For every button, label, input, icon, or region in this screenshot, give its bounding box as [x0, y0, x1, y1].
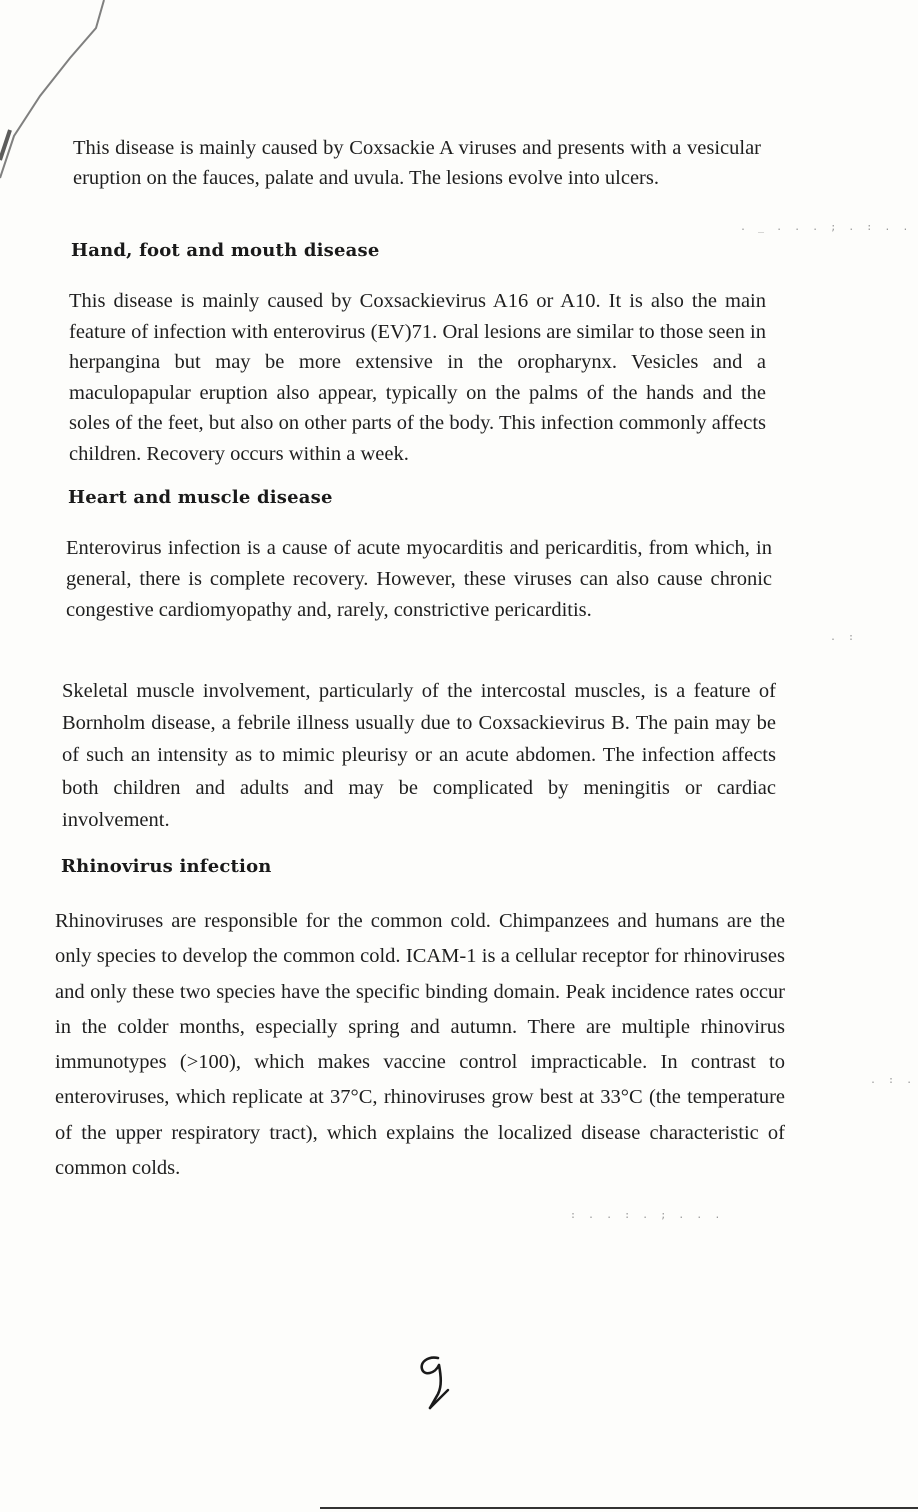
heart-muscle-heading: Heart and muscle disease — [68, 487, 333, 508]
handwritten-page-number — [408, 1352, 468, 1412]
rhinovirus-paragraph: Rhinoviruses are responsible for the common cold. Chimpanzees and humans are the only species to develop the common cold. ICAM-1 is a cellular receptor for rhinoviruses and only these two species have the specific binding domain. Peak incidence rates occur in the colder months, especially spring and autumn. There are multiple rhinovirus immunotypes (>100), which makes vaccine control impracticable. In contrast to enteroviruses, which replicate at 37°C, rhinoviruses grow best at 33°C (the temperature of the upper respiratory tract), which explains the localized disease characteristic of common colds. — [55, 910, 785, 1180]
heart-disease-paragraph: Enterovirus infection is a cause of acute myocarditis and pericarditis, from which, in general, there is complete recovery. However, these viruses can also cause chronic congestive cardiomyopathy and, rarely, constrictive pericarditis. — [66, 537, 772, 621]
scan-noise: . : — [830, 632, 858, 643]
scan-noise: : . . : . ; . . . — [570, 1210, 724, 1221]
skeletal-muscle-paragraph: Skeletal muscle involvement, particularly of the intercostal muscles, is a feature of Bornholm disease, a febrile illness usually due to Coxsackievirus B. The pain may be of such an intensity as to mimic pleurisy or an acute abdomen. The infection affects both children and adults and may be complicated by meningitis or cardiac involvement. — [62, 680, 776, 831]
herpangina-paragraph: This disease is mainly caused by Coxsackie A viruses and presents with a vesicular eruption on the fauces, palate and uvula. The lesions evolve into ulcers. — [73, 137, 761, 189]
rhinovirus-heading: Rhinovirus infection — [61, 856, 272, 877]
page-bottom-rule — [320, 1507, 918, 1509]
hand-foot-mouth-heading: Hand, foot and mouth disease — [71, 240, 380, 261]
hand-foot-mouth-paragraph: This disease is mainly caused by Coxsackievirus A16 or A10. It is also the main feature of infection with enterovirus (EV)71. Oral lesions are similar to those seen in herpangina but may be more extensive in the oropharynx. Vesicles and a maculopapular eruption also appear, typically on the palms of the hands and the soles of the feet, but also on other parts of the body. This infection commonly affects children. Recovery occurs within a week. — [69, 290, 766, 465]
scan-noise: . : . — [870, 1075, 916, 1086]
scan-noise: . _ . . . ; . : . . — [740, 222, 912, 233]
